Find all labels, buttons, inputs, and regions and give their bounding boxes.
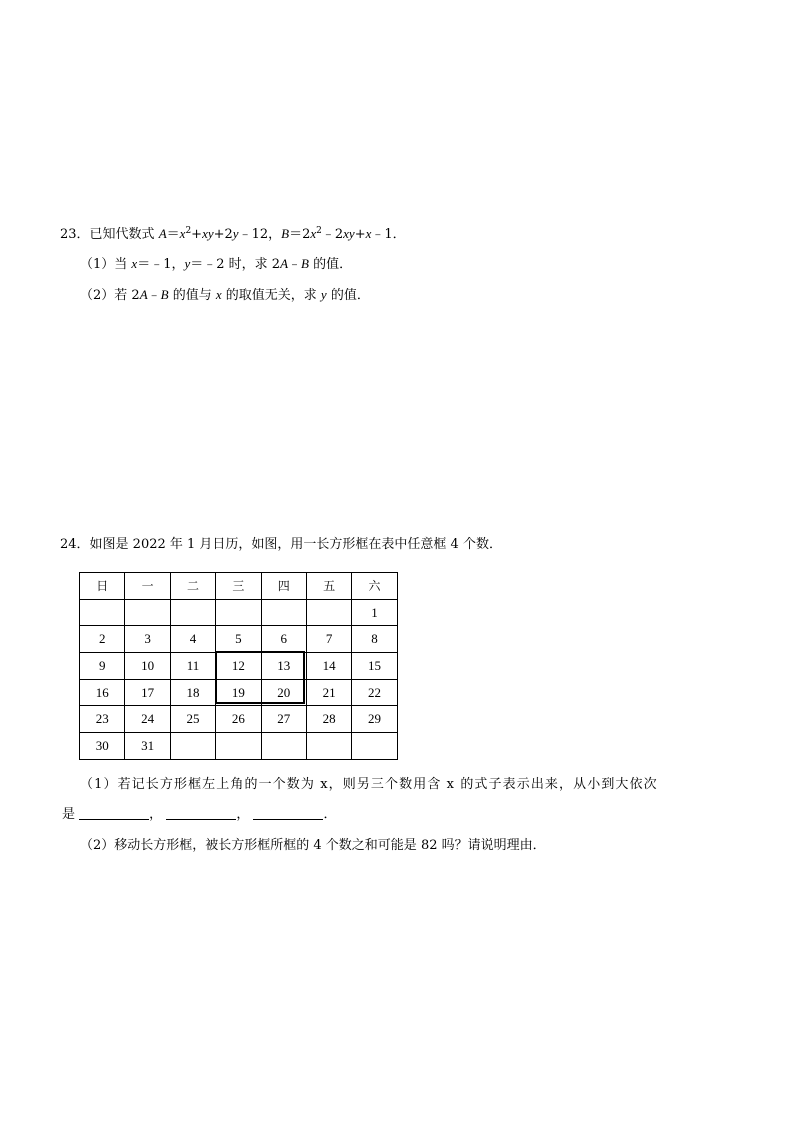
calendar-day-cell: 19 — [216, 679, 261, 706]
calendar-week-row — [80, 599, 398, 626]
separator-1: ， — [149, 807, 163, 822]
calendar-table — [79, 572, 398, 760]
q24-part1-text: （1）若记长方形框左上角的一个数为 x，则另三个数用含 x 的式子表示出来，从小到大依次 — [80, 777, 658, 792]
calendar-day-cell — [261, 599, 306, 626]
calendar-week-row — [80, 706, 398, 733]
calendar-day-cell: 7 — [306, 626, 351, 653]
calendar-day-cell: 25 — [170, 706, 215, 733]
calendar-day-cell: 4 — [170, 626, 215, 653]
calendar-header-cell: 五 — [306, 573, 351, 600]
calendar-day-cell — [306, 733, 351, 760]
calendar-day-cell: 22 — [352, 679, 397, 706]
answer-end: ． — [323, 807, 337, 822]
calendar-header-cell: 六 — [352, 573, 397, 600]
calendar-day-cell: 31 — [125, 733, 170, 760]
calendar-day-cell: 9 — [80, 653, 125, 680]
calendar-day-cell: 20 — [261, 679, 306, 706]
calendar-header-cell: 三 — [216, 573, 261, 600]
calendar-day-cell — [80, 599, 125, 626]
answer-blank-3[interactable] — [253, 807, 323, 820]
calendar-day-cell: 26 — [216, 706, 261, 733]
q24-part1-line1 — [80, 777, 658, 793]
calendar-day-cell: 27 — [261, 706, 306, 733]
calendar-day-cell: 23 — [80, 706, 125, 733]
calendar-day-cell: 3 — [125, 626, 170, 653]
calendar-day-cell: 10 — [125, 653, 170, 680]
q24-stem-text: 24．如图是 2022 年 1 月日历，如图，用一长方形框在表中任意框 4 个数． — [60, 537, 502, 552]
calendar-day-cell: 30 — [80, 733, 125, 760]
q24-part2-text: （2）移动长方形框，被长方形框所框的 4 个数之和可能是 82 吗？请说明理由． — [80, 838, 546, 853]
calendar-day-cell: 13 — [261, 653, 306, 680]
calendar-day-cell: 15 — [352, 653, 397, 680]
q24-part2 — [80, 838, 546, 854]
calendar-day-cell: 8 — [352, 626, 397, 653]
calendar-day-cell — [170, 599, 215, 626]
calendar-day-cell: 29 — [352, 706, 397, 733]
q23-part1: （1）当 x＝﹣1，y＝﹣2 时，求 2A﹣B 的值． — [80, 256, 353, 272]
calendar-day-cell — [216, 599, 261, 626]
q24-part1-line2 — [62, 807, 336, 823]
q23-stem: 23．已知代数式 $A=x^2+xy+2y﹣12$，$B=2x^2﹣2xy+x﹣1$． — [60, 226, 406, 242]
calendar-header-cell: 日 — [80, 573, 125, 600]
calendar-week-row — [80, 733, 398, 760]
calendar-day-cell — [261, 733, 306, 760]
separator-2: ， — [236, 807, 250, 822]
calendar-day-cell: 14 — [306, 653, 351, 680]
calendar-week-row — [80, 653, 398, 680]
calendar-day-cell: 12 — [216, 653, 261, 680]
calendar-day-cell — [352, 733, 397, 760]
calendar-day-cell — [216, 733, 261, 760]
calendar-day-cell: 18 — [170, 679, 215, 706]
calendar-header-cell: 一 — [125, 573, 170, 600]
calendar-header-row — [80, 573, 398, 600]
calendar-header-cell: 二 — [170, 573, 215, 600]
calendar-day-cell: 21 — [306, 679, 351, 706]
calendar-day-cell — [306, 599, 351, 626]
answer-blank-2[interactable] — [166, 807, 236, 820]
calendar-day-cell: 1 — [352, 599, 397, 626]
calendar-day-cell: 11 — [170, 653, 215, 680]
calendar-week-row — [80, 626, 398, 653]
calendar-day-cell: 2 — [80, 626, 125, 653]
q24-answer-prefix: 是 — [62, 807, 76, 822]
calendar-day-cell: 16 — [80, 679, 125, 706]
answer-blank-1[interactable] — [79, 807, 149, 820]
q23-number: 23． — [60, 227, 90, 242]
q23-part2: （2）若 2A﹣B 的值与 x 的取值无关，求 y 的值． — [80, 287, 370, 303]
calendar-day-cell: 24 — [125, 706, 170, 733]
calendar-day-cell — [170, 733, 215, 760]
calendar-week-row — [80, 679, 398, 706]
calendar-day-cell: 17 — [125, 679, 170, 706]
calendar-day-cell: 6 — [261, 626, 306, 653]
calendar-day-cell — [125, 599, 170, 626]
calendar-day-cell: 28 — [306, 706, 351, 733]
calendar-header-cell: 四 — [261, 573, 306, 600]
q23-text-1: 已知代数式 — [89, 227, 159, 242]
q24-stem — [60, 537, 502, 553]
calendar-day-cell: 5 — [216, 626, 261, 653]
